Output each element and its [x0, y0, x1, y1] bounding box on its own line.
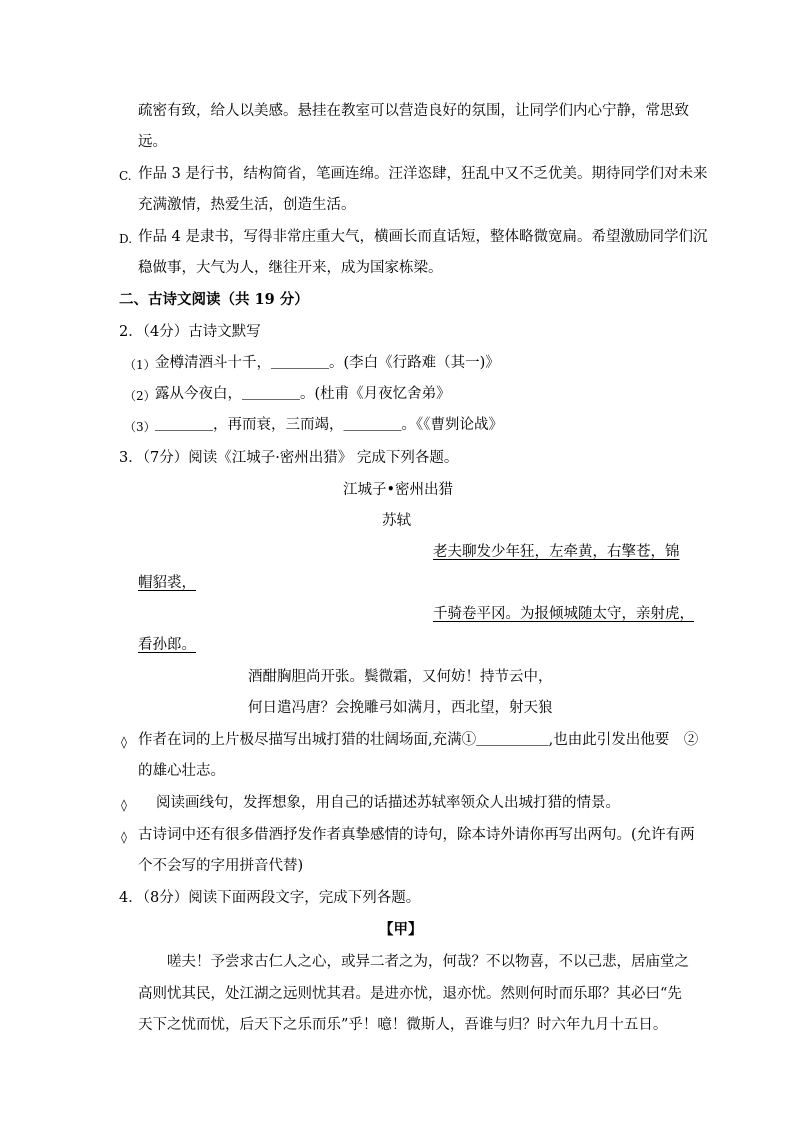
q3-sub1-line-1: 作者在词的上片极尽描写出城打猎的壮阔场面,充满①＿＿＿＿＿,也由此引发出他要 ②	[138, 732, 699, 748]
option-c-line-2: 充满激情，热爱生活，创造生活。	[138, 197, 356, 213]
q3-sub1-bullet: ◊	[121, 735, 127, 749]
option-d-line-1: 作品 4 是隶书，写得非常庄重大气，横画长而直话短，整体略微宽扁。希望激励同学们沉	[138, 229, 708, 245]
option-c-label: C.	[119, 169, 132, 183]
q3-sub2-bullet: ◊	[121, 798, 127, 812]
q2-item-1-text: 金樽清酒斗十千，＿＿＿＿。(李白《行路难（其一)》	[155, 355, 500, 371]
q2-item-3-text: ＿＿＿＿，再而衰，三而竭，＿＿＿＿。《《曹刿论战》	[155, 417, 503, 433]
option-c-line-1: 作品 3 是行书，结构简省，笔画连绵。汪洋恣肆，狂乱中又不乏优美。期待同学们对未来	[138, 166, 708, 182]
poem-line-2a: 千骑卷平冈。为报倾城随太守，亲射虎，	[433, 606, 694, 622]
poem-line-1b: 帽貂裘，	[138, 575, 196, 591]
q4-passage-line-1: 嗟夫！予尝求古仁人之心，或异二者之为，何哉？不以物喜，不以己悲，居庙堂之	[167, 954, 689, 970]
poem-line-4: 何日遣冯唐？会挽雕弓如满月，西北望，射天狼	[248, 700, 553, 716]
poem-author: 苏轼	[382, 513, 411, 529]
poem-title: 江城子•密州出猎	[343, 482, 454, 498]
q4-stem: 4．（8分）阅读下面两段文字，完成下列各题。	[119, 890, 421, 906]
poem-line-1a: 老夫聊发少年狂，左牵黄，右擎苍，锦	[433, 544, 680, 560]
q2-item-3-num: （3）	[124, 420, 156, 434]
poem-line-3: 酒酣胸胆尚开张。鬓微霜，又何妨！持节云中，	[248, 669, 553, 685]
option-b-line-3: 远。	[138, 134, 167, 150]
q3-sub3-line-1: 古诗词中还有很多借酒抒发作者真挚感情的诗句，除本诗外请你再写出两句。(允许有两	[138, 827, 695, 843]
q3-sub3-bullet: ◊	[121, 830, 127, 844]
q2-item-1-num: （1）	[124, 358, 156, 372]
poem-line-2b: 看孙郎。	[138, 637, 196, 653]
q3-sub3-line-2: 个不会写的字用拼音代替)	[138, 858, 304, 874]
q3-stem: 3．（7分）阅读《江城子·密州出猎》 完成下列各题。	[119, 450, 459, 466]
q4-passage-line-3: 天下之忧而忧，后天下之乐而乐”乎！噫！微斯人，吾谁与归？时六年九月十五日。	[138, 1017, 668, 1033]
q2-stem: 2．（4分）古诗文默写	[119, 324, 261, 340]
q3-sub1-line-2: 的雄心壮志。	[138, 763, 225, 779]
q3-sub2-text: 阅读画线句，发挥想象，用自己的话描述苏轼率领众人出城打猎的情景。	[156, 795, 620, 811]
option-b-line-2: 疏密有致，给人以美感。悬挂在教室可以营造良好的氛围，让同学们内心宁静，常思致	[138, 103, 689, 119]
q2-item-2-num: （2）	[124, 389, 156, 403]
section-2-heading: 二、古诗文阅读（共 19 分）	[119, 291, 309, 308]
q4-part-label: 【甲】	[379, 921, 423, 938]
q4-passage-line-2: 高则忧其民，处江湖之远则忧其君。是进亦忧，退亦忧。然则何时而乐耶？其必曰“先	[138, 986, 682, 1002]
option-d-label: D.	[119, 232, 133, 246]
option-d-line-2: 稳做事，大气为人，继往开来，成为国家栋梁。	[138, 260, 443, 276]
q2-item-2-text: 露从今夜白，＿＿＿＿。(杜甫《月夜忆舍弟》	[155, 386, 451, 402]
